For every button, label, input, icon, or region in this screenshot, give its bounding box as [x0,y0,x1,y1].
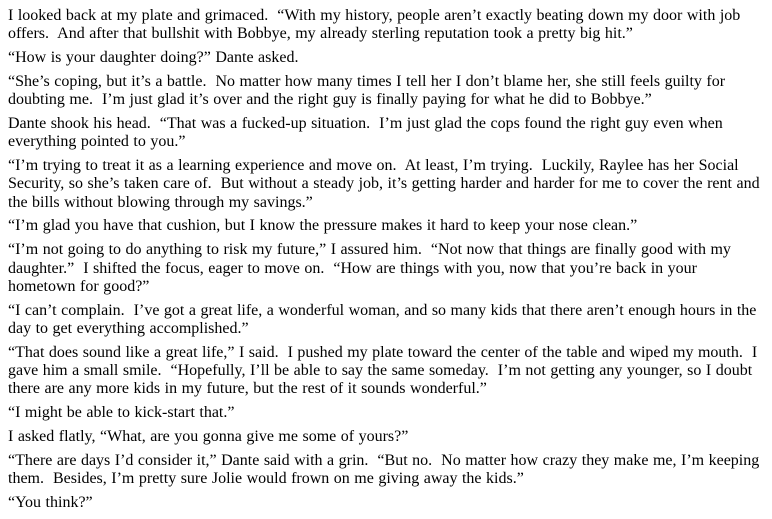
paragraph: I looked back at my plate and grimaced. “With my history, people aren’t exactly beating down my door with job offers. And after that bullshit with Bobbye, my already sterling reputation took a pretty big hit.” [8,7,745,43]
paragraph: “That does sound like a great life,” I said. I pushed my plate toward the center of the table and wiped my mouth. I gave him a small smile. “Hopefully, I’ll be able to say the same someday. I’m not getting any younger, so I doubt there are any more kids in my future, but the rest of it sounds wonderful.” [8,343,762,398]
paragraph: “I’m trying to treat it as a learning experience and move on. At least, I’m trying. Luckily, Raylee has her Social Security, so she’s taken care of. But without a steady job, it’s getting harder and harder for me to cover the rent and the bills without blowing through my savings.” [8,157,765,211]
paragraph: I asked flatly, “What, are you gonna give me some of yours?” [8,427,409,445]
paragraph: “There are days I’d consider it,” Dante said with a grin. “But no. No matter how crazy they make me, I’m keeping them. Besides, I’m pretty sure Jolie would frown on me giving away the kids.” [8,451,764,488]
paragraph: “You think?” [8,493,93,511]
paragraph: “How is your daughter doing?” Dante asked. [8,49,299,67]
paragraph: “I’m not going to do anything to risk my future,” I assured him. “Not now that things are finally good with my daughter.” I shifted the focus, eager to move on. “How are things with you, now that you’re back in your hometown for good?” [8,241,736,295]
paragraph: “I’m glad you have that cushion, but I know the pressure makes it hard to keep your nose clean.” [8,217,638,235]
paragraph: “She’s coping, but it’s a battle. No matter how many times I tell her I don’t blame her, she still feels guilty for doubting me. I’m just glad it’s over and the right guy is finally paying for what he did to Bobbye.” [8,72,730,109]
paragraph: “I might be able to kick-start that.” [8,404,235,422]
paragraph: “I can’t complain. I’ve got a great life, a wonderful woman, and so many kids that there aren’t enough hours in the day to get everything accomplished.” [8,301,761,337]
paragraph: Dante shook his head. “That was a fucked-up situation. I’m just glad the cops found the right guy even when everything pointed to you.” [8,114,728,151]
